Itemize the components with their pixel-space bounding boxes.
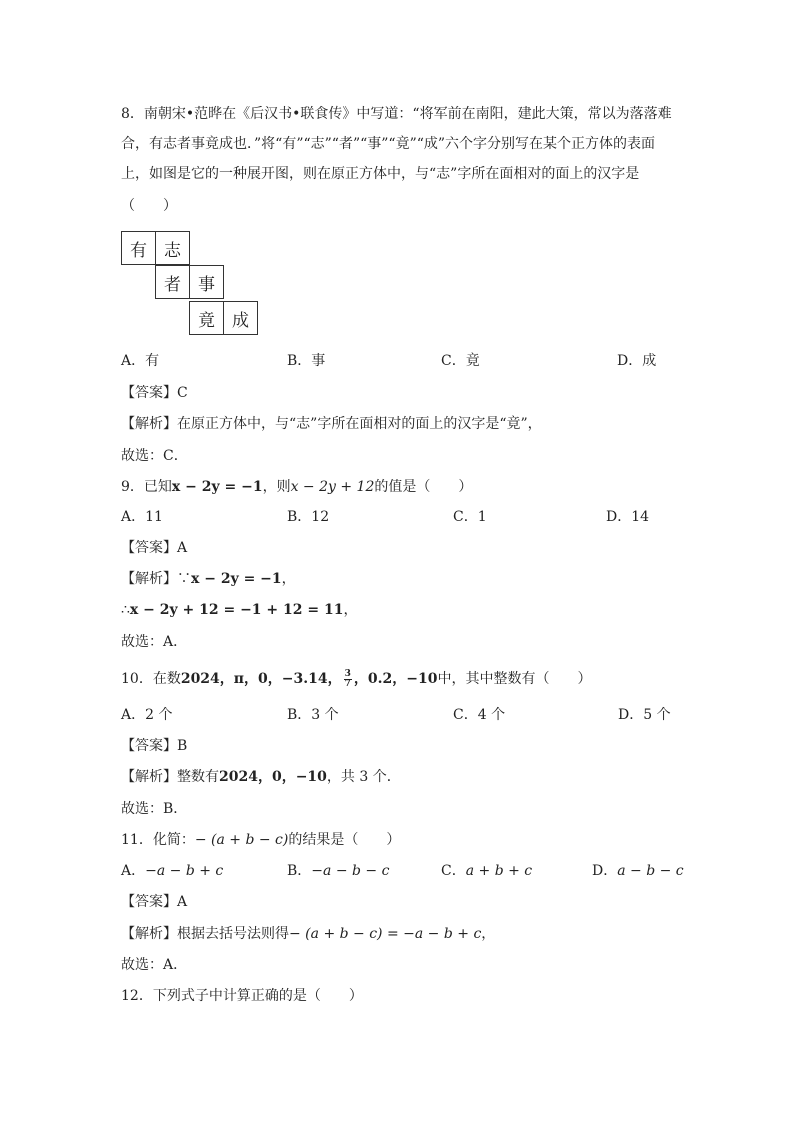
q11-option-a [121,861,223,881]
q11-stem-prefix: 11．化简： [121,832,195,848]
q9-analysis-prefix: 【解析】∵ [121,571,191,587]
q10-number-list-tail: ，0.2，−10 [353,671,438,687]
q11-analysis-end: ， [481,926,496,942]
q9-stem-prefix: 9．已知 [121,479,172,495]
q10-fraction-numerator: 3 [344,668,351,679]
net-cell-zhi: 志 [155,231,190,265]
q8-choice: 故选：C． [121,448,188,464]
q8-answer: 【答案】C [121,385,188,401]
q8-option-d: D．成 [617,353,657,369]
q11-option-b-label: B． [287,863,312,879]
q10-fraction-denominator: 7 [344,678,351,689]
q8-stem-line-1: 8．南朝宋•范晔在《后汉书•联食传》中写道：“将军前在南阳，建此大策，常以为落落难 [121,106,672,122]
q9-answer: 【答案】A [121,540,188,556]
q9-stem-mid: ，则 [262,479,291,495]
q11-stem [121,830,400,850]
q11-option-b-expr: −a − b − c [311,863,390,879]
q10-analysis [121,767,401,787]
q10-option-d: D．5 个 [618,707,671,723]
q9-stem-suffix: 的值是（ ） [374,479,473,495]
q11-option-d [592,861,684,881]
therefore-symbol: ∴ [121,602,130,618]
q9-stem [121,477,472,497]
q9-stem-expr-1: x − 2y = −1 [171,479,263,495]
net-cell-cheng: 成 [223,301,258,335]
net-cell-jing: 竟 [189,301,224,335]
q10-stem [121,669,591,689]
q11-analysis [121,924,495,944]
q9-option-a: A．11 [121,509,163,525]
q11-option-d-expr: a − b − c [617,863,684,879]
q10-analysis-prefix: 【解析】整数有 [121,769,219,785]
q10-stem-prefix: 10．在数 [121,671,181,687]
q9-choice: 故选：A． [121,634,188,650]
q9-analysis-line-2 [121,600,357,620]
q10-option-b: B．3 个 [287,707,339,723]
net-cell-shi: 事 [189,265,224,299]
q11-option-d-label: D． [592,863,618,879]
q9-analysis-sep: ， [281,571,296,587]
q11-option-a-expr: −a − b + c [145,863,224,879]
q11-answer: 【答案】A [121,894,188,910]
q8-stem-line-2: 合，有志者事竟成也．”将“有”“志”“者”“事”“竟”“成”六个字分别写在某个正方体的表面 [121,136,656,152]
q11-analysis-expr: − (a + b − c) = −a − b + c [289,926,482,942]
q9-analysis-line-1 [121,569,296,589]
q11-option-c [441,861,532,881]
net-cell-you: 有 [121,231,156,265]
q8-option-b: B．事 [287,353,326,369]
q10-choice: 故选：B． [121,801,188,817]
q8-option-c: C．竟 [441,353,480,369]
q11-stem-expr: − (a + b − c) [194,832,289,848]
q11-option-b [287,861,389,881]
q11-option-c-expr: a + b + c [465,863,533,879]
q10-analysis-suffix: ，共 3 个． [326,769,401,785]
q12-stem: 12．下列式子中计算正确的是（ ） [121,988,363,1004]
q10-option-a: A．2 个 [121,707,173,723]
net-cell-zhe: 者 [155,265,190,299]
q10-option-c: C．4 个 [453,707,506,723]
q9-analysis-end: ， [343,602,358,618]
q11-analysis-prefix: 【解析】根据去括号法则得 [121,926,289,942]
q8-option-a: A．有 [121,353,160,369]
q11-option-c-label: C． [441,863,466,879]
q10-answer: 【答案】B [121,738,188,754]
q9-option-d: D．14 [606,509,650,525]
q8-stem-line-3: 上，如图是它的一种展开图，则在原正方体中，与“志”字所在面相对的面上的汉字是 [121,166,640,182]
q11-option-a-label: A． [121,863,146,879]
q11-stem-suffix: 的结果是（ ） [288,832,401,848]
q10-analysis-numbers: 2024，0，−10 [219,769,327,785]
q10-fraction [344,670,352,689]
q9-analysis-expr-1: x − 2y = −1 [191,571,282,587]
q9-option-b: B．12 [287,509,330,525]
q9-option-c: C．1 [453,509,487,525]
q9-stem-expr-2: x − 2y + 12 [290,479,375,495]
q10-stem-suffix: 中，其中整数有（ ） [437,671,592,687]
q11-choice: 故选：A． [121,957,188,973]
q8-stem-line-4: （ ） [121,198,177,214]
q10-number-list: 2024，π，0，−3.14， [180,671,342,687]
q8-analysis: 【解析】在原正方体中，与“志”字所在面相对的面上的汉字是“竟”， [121,416,542,432]
q9-analysis-expr-2: x − 2y + 12 = −1 + 12 = 11 [129,602,344,618]
